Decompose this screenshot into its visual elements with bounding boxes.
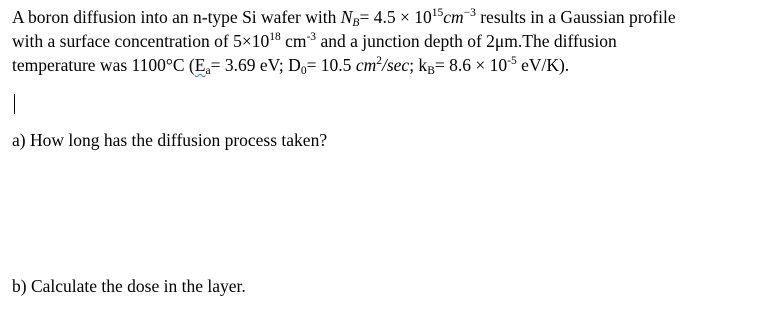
exponent: 2 bbox=[376, 55, 382, 67]
text-fragment: cm bbox=[280, 31, 307, 51]
question-a: a) How long has the diffusion process taken? bbox=[12, 130, 328, 150]
text-fragment: = 4.5 × 10 bbox=[359, 7, 432, 27]
exponent: 18 bbox=[269, 31, 281, 43]
question-b: b) Calculate the dose in the layer. bbox=[12, 276, 246, 296]
problem-statement bbox=[12, 5, 754, 77]
problem-line-2 bbox=[12, 29, 754, 53]
exponent: -3 bbox=[306, 31, 317, 43]
subscript-a: a bbox=[205, 65, 211, 77]
text-fragment: with a surface concentration of 5×10 bbox=[12, 31, 270, 51]
text-fragment: A boron diffusion into an n-type Si wafer with bbox=[12, 7, 341, 27]
text-fragment: and a junction depth of 2μm.The diffusion bbox=[316, 31, 617, 51]
exponent: -5 bbox=[507, 55, 517, 67]
subscript-b: B bbox=[427, 65, 435, 77]
problem-line-3 bbox=[12, 53, 754, 77]
exponent: −3 bbox=[463, 7, 476, 19]
text-fragment: eV/K). bbox=[516, 55, 570, 75]
subscript-b: B bbox=[352, 17, 360, 29]
text-cursor[interactable] bbox=[14, 94, 15, 114]
symbol-n: N bbox=[340, 7, 353, 27]
unit-sec: /sec bbox=[381, 55, 410, 75]
text-fragment: ; k bbox=[409, 55, 428, 75]
unit-cm: cm bbox=[443, 7, 464, 27]
spellcheck-underlined-term[interactable] bbox=[195, 55, 211, 75]
text-fragment: = 10.5 bbox=[306, 55, 356, 75]
text-fragment: temperature was 1100°C ( bbox=[12, 55, 195, 75]
symbol-e: E bbox=[194, 55, 206, 75]
text-fragment: = 3.69 eV; D bbox=[210, 55, 301, 75]
exponent: 15 bbox=[431, 7, 444, 19]
problem-line-1 bbox=[12, 5, 754, 29]
unit-cm: cm bbox=[355, 55, 377, 75]
text-fragment: results in a Gaussian profile bbox=[475, 7, 676, 27]
text-fragment: = 8.6 × 10 bbox=[434, 55, 508, 75]
subscript-0: 0 bbox=[300, 65, 307, 77]
